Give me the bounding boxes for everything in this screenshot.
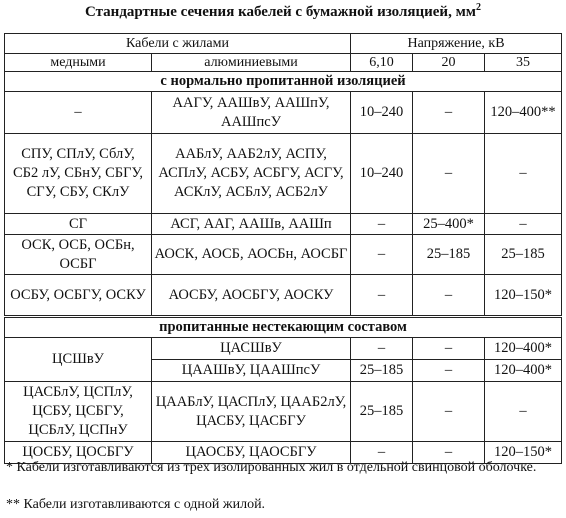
cell-v2: – — [413, 275, 485, 317]
cell-v1: 10–240 — [351, 134, 413, 214]
cell-v2: 25–400* — [413, 214, 485, 235]
header-voltage: Напряжение, кВ — [351, 34, 562, 54]
cell-v3: 120–400* — [485, 338, 562, 360]
cell-v2: 25–185 — [413, 235, 485, 275]
cell-copper: ОСБУ, ОСБГУ, ОСКУ — [5, 275, 152, 317]
cell-copper: ЦОСБУ, ЦОСБГУ — [5, 442, 152, 464]
cell-v3: 120–400** — [485, 92, 562, 134]
cell-copper: ЦСШвУ — [5, 338, 152, 382]
cell-v3: 120–150* — [485, 442, 562, 464]
cell-v1: – — [351, 275, 413, 317]
cell-aluminum: ЦАОСБУ, ЦАОСБГУ — [152, 442, 351, 464]
section-heading-normal: с нормально пропитанной изоляцией — [5, 72, 562, 92]
cell-v3: – — [485, 214, 562, 235]
table-row — [5, 214, 562, 235]
cell-copper: СГ — [5, 214, 152, 235]
cell-v3: – — [485, 382, 562, 442]
cell-v2: – — [413, 134, 485, 214]
cell-aluminum: ЦААБлУ, ЦАСПлУ, ЦААБ2лУ, ЦАСБУ, ЦАСБГУ — [152, 382, 351, 442]
cell-v1: 10–240 — [351, 92, 413, 134]
cell-v2: – — [413, 92, 485, 134]
cell-copper: ЦАСБлУ, ЦСПлУ, ЦСБУ, ЦСБГУ, ЦСБлУ, ЦСПнУ — [5, 382, 152, 442]
cell-v3: 120–150* — [485, 275, 562, 317]
header-voltage-20: 20 — [413, 54, 485, 72]
cell-v3: 120–400* — [485, 360, 562, 382]
cell-v1: – — [351, 214, 413, 235]
cell-v2: – — [413, 382, 485, 442]
header-voltage-35: 35 — [485, 54, 562, 72]
table-row — [5, 92, 562, 134]
header-copper: медными — [5, 54, 152, 72]
footnote-double-asterisk: ** Кабели изготавливаются с одной жилой. — [6, 497, 266, 512]
cell-v2: – — [413, 338, 485, 360]
cable-sections-table — [4, 33, 562, 464]
header-aluminum: алюминиевыми — [152, 54, 351, 72]
title-superscript: 2 — [476, 2, 482, 13]
cell-copper: СПУ, СПлУ, СблУ, СБ2 лУ, СБнУ, СБГУ, СГУ, СБУ, СКлУ — [5, 134, 152, 214]
cell-v1: – — [351, 235, 413, 275]
table-row — [5, 235, 562, 275]
table-row — [5, 134, 562, 214]
cell-copper: ОСК, ОСБ, ОСБн, ОСБГ — [5, 235, 152, 275]
cell-copper: – — [5, 92, 152, 134]
footnote-single-asterisk: * Кабели изготавливаются из трех изолированных жил в отдельной свинцовой оболочке. — [6, 460, 537, 475]
cell-v1: 25–185 — [351, 382, 413, 442]
cell-aluminum: ЦААШвУ, ЦААШпсУ — [152, 360, 351, 382]
cell-aluminum: АОСБУ, АОСБГУ, АОСКУ — [152, 275, 351, 317]
cell-v1: – — [351, 338, 413, 360]
table-row — [5, 382, 562, 442]
cell-v3: – — [485, 134, 562, 214]
table-row — [5, 338, 562, 360]
header-voltage-6-10: 6,10 — [351, 54, 413, 72]
cell-aluminum: ААГУ, ААШвУ, ААШпУ, ААШпсУ — [152, 92, 351, 134]
cell-aluminum: АСГ, ААГ, ААШв, ААШп — [152, 214, 351, 235]
cell-aluminum: ААБлУ, ААБ2лУ, АСПУ, АСПлУ, АСБУ, АСБГУ, АСГУ, АСКлУ, АСБлУ, АСБ2лУ — [152, 134, 351, 214]
cell-v3: 25–185 — [485, 235, 562, 275]
cell-v1: – — [351, 442, 413, 464]
cell-v2: – — [413, 360, 485, 382]
cell-aluminum: ЦАСШвУ — [152, 338, 351, 360]
cell-aluminum: АОСК, АОСБ, АОСБн, АОСБГ — [152, 235, 351, 275]
table-row — [5, 275, 562, 317]
table-title: Стандартные сечения кабелей с бумажной изоляцией, $мм^2$ — [84, 2, 482, 20]
section-heading-nondrip: пропитанные нестекающим составом — [5, 317, 562, 338]
cell-v1: 25–185 — [351, 360, 413, 382]
header-cables: Кабели с жилами — [5, 34, 351, 54]
cell-v2: – — [413, 442, 485, 464]
